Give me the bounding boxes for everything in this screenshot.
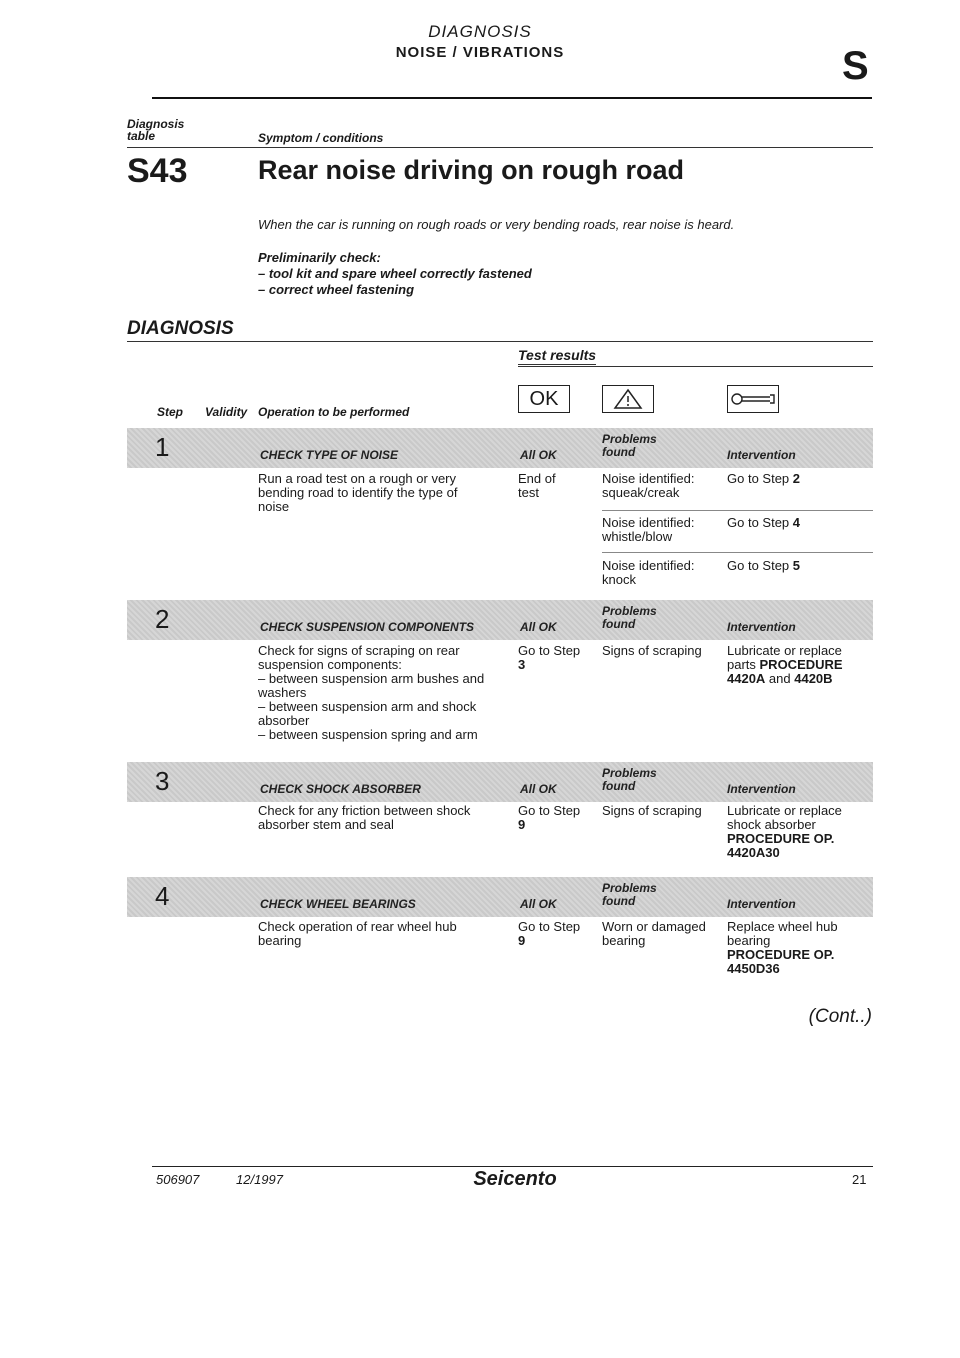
operation-line: Check operation of rear wheel hub bbox=[258, 919, 457, 934]
problem-text bbox=[602, 920, 706, 948]
problems-text: Problems bbox=[602, 604, 657, 618]
preliminary-title: Preliminarily check: bbox=[258, 250, 381, 265]
ok-result-line: Go to Step bbox=[518, 803, 581, 818]
check-title: CHECK WHEEL BEARINGS bbox=[260, 897, 416, 911]
footer-doc-code: 506907 bbox=[156, 1172, 200, 1187]
ok-result-step: 9 bbox=[518, 933, 526, 948]
intervention-step: 2 bbox=[792, 471, 800, 486]
intervention-prefix: Go to Step bbox=[727, 515, 793, 530]
all-ok-label: All OK bbox=[520, 782, 557, 796]
problems-text: Problems bbox=[602, 881, 657, 895]
intervention-prefix: Go to Step bbox=[727, 471, 793, 486]
symptom-rule bbox=[127, 147, 873, 148]
found-text: found bbox=[602, 445, 636, 459]
intervention-procedure: PROCEDURE bbox=[759, 657, 843, 672]
step-band bbox=[127, 762, 873, 802]
operation-line: – between suspension arm bushes and bbox=[258, 671, 485, 686]
problem-line: Worn or damaged bbox=[602, 919, 706, 934]
warning-triangle-icon bbox=[602, 385, 654, 413]
wrench-icon bbox=[727, 385, 779, 413]
intervention-line: Lubricate or replace bbox=[727, 803, 842, 818]
intervention-line bbox=[727, 672, 843, 686]
test-results-rule bbox=[518, 366, 873, 367]
result-separator bbox=[602, 552, 873, 553]
intervention-line: Replace wheel hub bbox=[727, 919, 838, 934]
intervention-procedure: 4420B bbox=[794, 671, 833, 686]
all-ok-label: All OK bbox=[520, 620, 557, 634]
operation-line: – between suspension arm and shock bbox=[258, 699, 477, 714]
intervention-step: 5 bbox=[792, 558, 800, 573]
step-number: 4 bbox=[155, 881, 170, 911]
step-band bbox=[127, 600, 873, 640]
intervention-procedure: 4450D36 bbox=[727, 961, 780, 976]
check-title: CHECK SHOCK ABSORBER bbox=[260, 782, 421, 796]
page-number: 21 bbox=[852, 1172, 867, 1187]
operation-line: – between suspension spring and arm bbox=[258, 727, 478, 742]
problem-line: squeak/creak bbox=[602, 485, 680, 500]
operation-text bbox=[258, 920, 457, 948]
ok-result bbox=[518, 644, 580, 672]
operation-text bbox=[258, 644, 484, 742]
intervention-text bbox=[727, 920, 838, 976]
intervention-fragment: and bbox=[765, 671, 795, 686]
header-title-italic: DIAGNOSIS bbox=[428, 22, 532, 41]
ok-result-line: Go to Step bbox=[518, 643, 581, 658]
intervention-label: Intervention bbox=[727, 782, 796, 796]
problem-line: bearing bbox=[602, 933, 646, 948]
operation-line: Run a road test on a rough or very bbox=[258, 471, 457, 486]
found-text: found bbox=[602, 779, 636, 793]
test-results-label: Test results bbox=[518, 347, 597, 363]
footer-rule bbox=[152, 1166, 873, 1167]
operation-line: absorber stem and seal bbox=[258, 817, 394, 832]
found-text: found bbox=[602, 617, 636, 631]
preliminary-item: – correct wheel fastening bbox=[258, 282, 415, 297]
operation-line: Check for any friction between shock bbox=[258, 803, 471, 818]
found-text: found bbox=[602, 894, 636, 908]
diagnosis-label: Diagnosis bbox=[127, 117, 185, 131]
problem-line: whistle/blow bbox=[602, 529, 673, 544]
operation-line: suspension components: bbox=[258, 657, 402, 672]
intervention-text bbox=[727, 516, 800, 530]
problem-text bbox=[602, 516, 695, 544]
ok-result-step: 9 bbox=[518, 817, 526, 832]
problem-text: Signs of scraping bbox=[602, 803, 702, 818]
problems-text: Problems bbox=[602, 766, 657, 780]
operation-line: Check for signs of scraping on rear bbox=[258, 643, 460, 658]
problem-line: knock bbox=[602, 572, 636, 587]
intervention-label: Intervention bbox=[727, 620, 796, 634]
operation-line: noise bbox=[258, 499, 290, 514]
intervention-text bbox=[727, 472, 800, 486]
column-step: Step bbox=[157, 405, 184, 419]
intervention-line: bearing bbox=[727, 933, 771, 948]
step-number: 1 bbox=[155, 432, 170, 462]
ok-icon: OK bbox=[518, 385, 570, 413]
continued-label: (Cont..) bbox=[808, 1006, 872, 1027]
check-title: CHECK TYPE OF NOISE bbox=[260, 448, 399, 462]
problem-text bbox=[602, 472, 695, 500]
problem-line: Noise identified: bbox=[602, 558, 695, 573]
intervention-procedure: 4420A30 bbox=[727, 845, 780, 860]
intervention-fragment: parts bbox=[727, 657, 760, 672]
problems-found-label bbox=[602, 433, 657, 459]
ok-result-step: 3 bbox=[518, 657, 526, 672]
section-letter: S bbox=[842, 44, 869, 88]
diagnosis-heading: DIAGNOSIS bbox=[127, 318, 234, 339]
intervention-procedure: PROCEDURE OP. bbox=[727, 947, 835, 962]
ok-result bbox=[518, 804, 580, 832]
operation-line: washers bbox=[258, 685, 307, 700]
step-number: 2 bbox=[155, 604, 170, 634]
header-title-main: NOISE / VIBRATIONS bbox=[395, 44, 565, 61]
intervention-line: shock absorber bbox=[727, 817, 816, 832]
intervention-step: 4 bbox=[792, 515, 800, 530]
brand-logo: Seicento bbox=[473, 1168, 557, 1190]
problems-found-label bbox=[602, 767, 657, 793]
symptom-description: When the car is running on rough roads or very bending roads, rear noise is heard. bbox=[258, 217, 735, 232]
column-operation: Operation to be performed bbox=[258, 405, 410, 419]
symptom-title: Rear noise driving on rough road bbox=[258, 155, 685, 185]
ok-result bbox=[518, 920, 580, 948]
problems-found-label bbox=[602, 605, 657, 631]
symptom-code: S43 bbox=[127, 152, 188, 190]
problems-text: Problems bbox=[602, 432, 657, 446]
operation-text bbox=[258, 472, 457, 514]
operation-line: bearing bbox=[258, 933, 302, 948]
intervention-procedure: PROCEDURE OP. bbox=[727, 831, 835, 846]
problem-line: Noise identified: bbox=[602, 515, 695, 530]
ok-result-line: End of bbox=[518, 471, 556, 486]
symptom-conditions-label: Symptom / conditions bbox=[258, 131, 384, 145]
intervention-label: Intervention bbox=[727, 897, 796, 911]
step-number: 3 bbox=[155, 766, 170, 796]
footer-date: 12/1997 bbox=[236, 1172, 283, 1187]
problem-text: Signs of scraping bbox=[602, 643, 702, 658]
intervention-label: Intervention bbox=[727, 448, 796, 462]
ok-result-line: test bbox=[518, 485, 539, 500]
intervention-prefix: Go to Step bbox=[727, 558, 793, 573]
preliminary-item: – tool kit and spare wheel correctly fastened bbox=[258, 266, 532, 281]
ok-result-line: Go to Step bbox=[518, 919, 581, 934]
intervention-line: Lubricate or replace bbox=[727, 643, 842, 658]
column-validity: Validity bbox=[205, 405, 248, 419]
step-band bbox=[127, 428, 873, 468]
diagnosis-rule bbox=[127, 341, 873, 342]
intervention-text bbox=[727, 804, 842, 860]
problem-text bbox=[602, 559, 695, 587]
intervention-text bbox=[727, 559, 800, 573]
result-separator bbox=[602, 510, 873, 511]
all-ok-label: All OK bbox=[520, 448, 557, 462]
ok-result bbox=[518, 472, 556, 500]
step-band bbox=[127, 877, 873, 917]
operation-text bbox=[258, 804, 470, 832]
intervention-line bbox=[727, 658, 843, 672]
diagnosis-table-label bbox=[127, 118, 184, 142]
header-rule bbox=[152, 97, 872, 99]
intervention-procedure: 4420A bbox=[727, 671, 766, 686]
problems-found-label bbox=[602, 882, 657, 908]
operation-line: bending road to identify the type of bbox=[258, 485, 458, 500]
table-label: table bbox=[127, 129, 156, 143]
all-ok-label: All OK bbox=[520, 897, 557, 911]
check-title: CHECK SUSPENSION COMPONENTS bbox=[260, 620, 475, 634]
operation-line: absorber bbox=[258, 713, 310, 728]
problem-line: Noise identified: bbox=[602, 471, 695, 486]
intervention-text bbox=[727, 644, 843, 686]
preliminary-check bbox=[258, 250, 532, 298]
